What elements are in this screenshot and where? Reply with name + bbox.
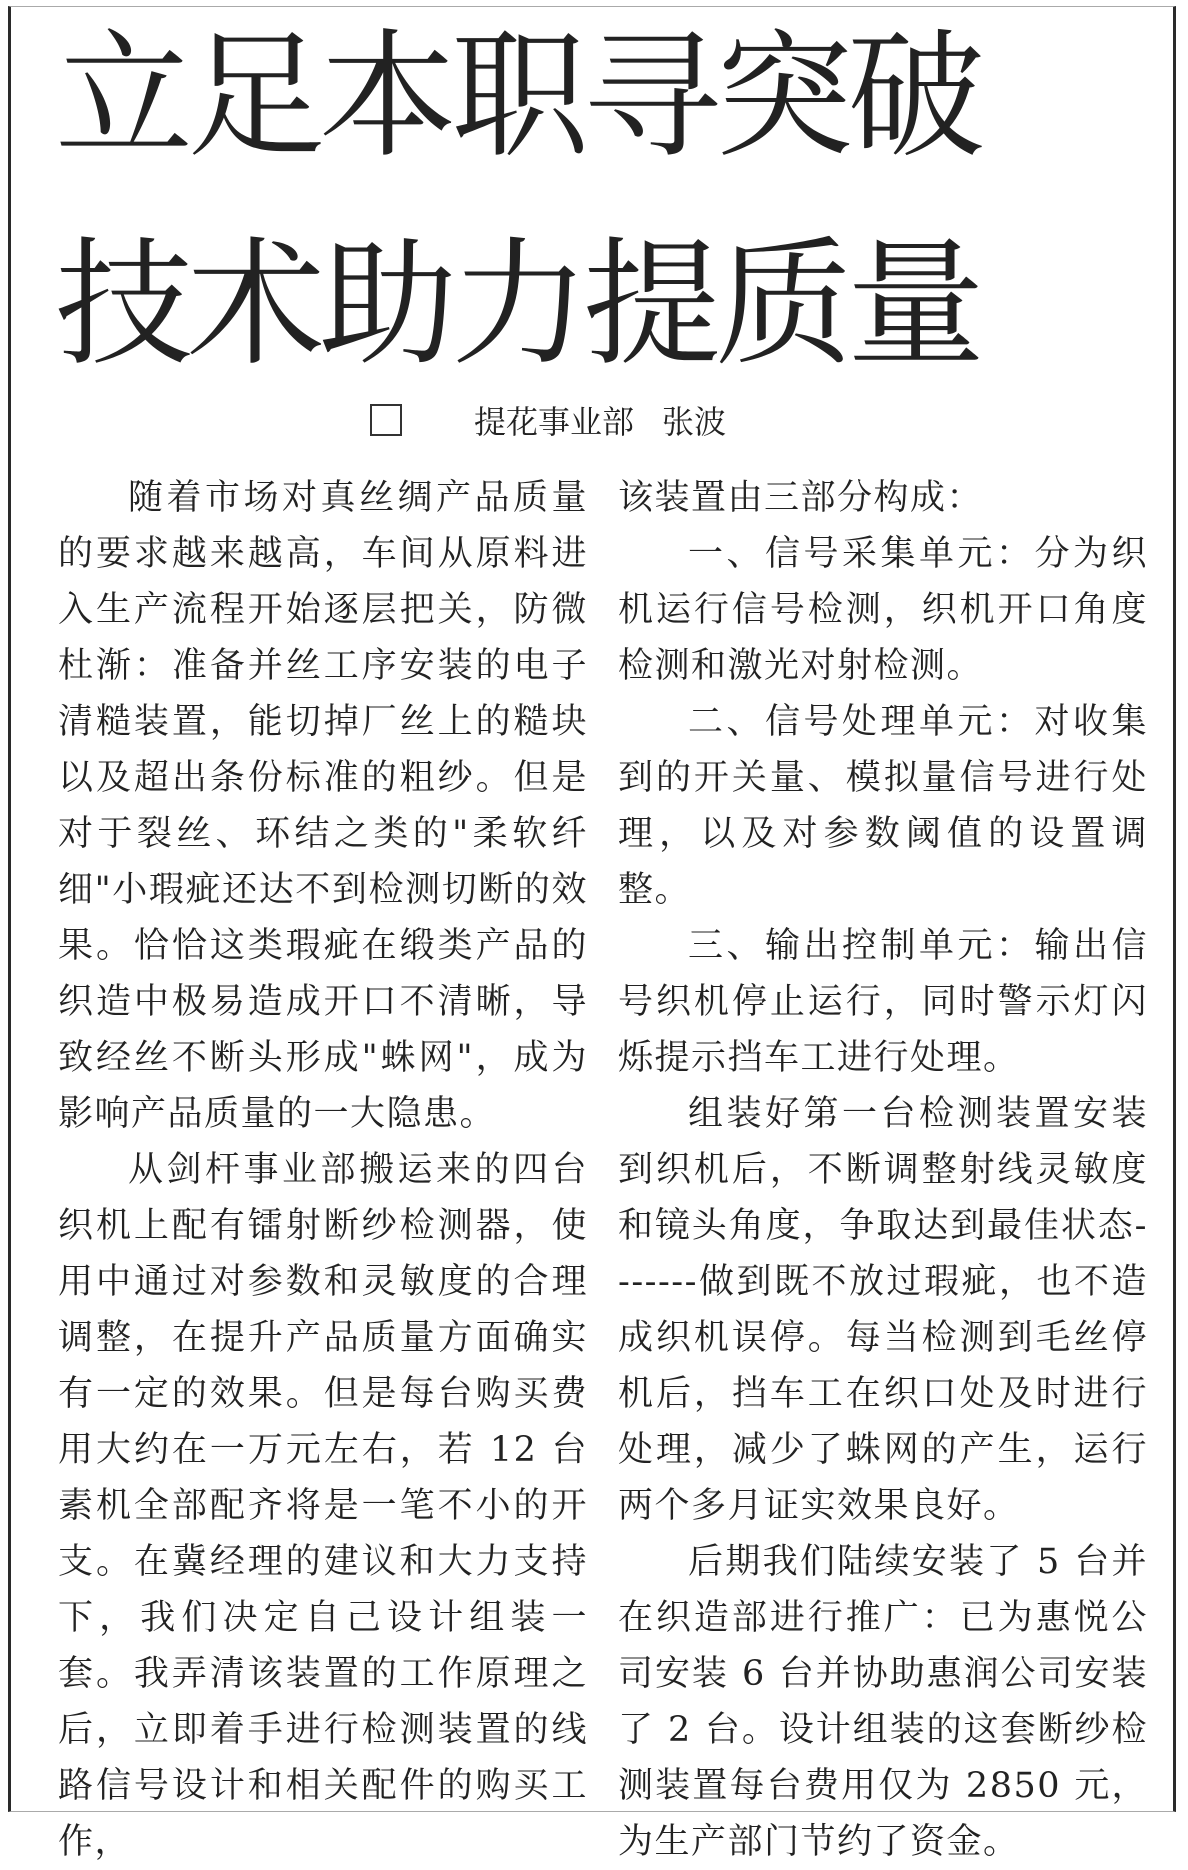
paragraph: 该装置由三部分构成：	[618, 478, 984, 518]
paragraph: 二、信号处理单元：对收集到的开关量、模拟量信号进行处理，以及对参数阈值的设置调整。	[618, 702, 1148, 910]
paragraph: 三、输出控制单元：输出信号织机停止运行，同时警示灯闪烁提示挡车工进行处理。	[618, 926, 1148, 1078]
article-column-left	[58, 470, 588, 1870]
byline	[370, 398, 726, 442]
paragraph: 从剑杆事业部搬运来的四台织机上配有镭射断纱检测器，使用中通过对参数和灵敏度的合理调整，在提升产品质量方面确实有一定的效果。但是每台购买费用大约在一万元左右，若 12 台素机全部配齐将是一笔不小的开支。在冀经理的建议和大力支持下，我们决定自己设计组装一套。我弄清该装置的工作原理之后，立即着手进行检测装置的线路信号设计和相关配件的购买工作，	[58, 1150, 588, 1862]
byline-box-icon	[370, 404, 402, 436]
byline-department: 提花事业部	[474, 403, 635, 441]
headline-line-1: 立足本职寻突破	[55, 16, 980, 177]
paragraph: 后期我们陆续安装了 5 台并在织造部进行推广：已为惠悦公司安装 6 台并协助惠润公司安装了 2 台。设计组装的这套断纱检测装置每台费用仅为 2850 元，为生产部门节约了资金。	[618, 1542, 1148, 1862]
paragraph: 一、信号采集单元：分为织机运行信号检测，织机开口角度检测和激光对射检测。	[618, 534, 1148, 686]
headline-line-2: 技术助力提质量	[55, 224, 980, 385]
article-column-right	[618, 470, 1148, 1870]
paragraph: 随着市场对真丝绸产品质量的要求越来越高，车间从原料进入生产流程开始逐层把关，防微杜渐：准备并丝工序安装的电子清糙装置，能切掉厂丝上的糙块以及超出条份标准的粗纱。但是对于裂丝、环结之类的"柔软纤细"小瑕疵还达不到检测切断的效果。恰恰这类瑕疵在缎类产品的织造中极易造成开口不清晰，导致经丝不断头形成"蛛网"，成为影响产品质量的一大隐患。	[58, 478, 588, 1134]
paragraph: 组装好第一台检测装置安装到织机后，不断调整射线灵敏度和镜头角度，争取达到最佳状态-------做到既不放过瑕疵，也不造成织机误停。每当检测到毛丝停机后，挡车工在织口处及时进行处理，减少了蛛网的产生，运行两个多月证实效果良好。	[618, 1094, 1148, 1526]
byline-author: 张波	[662, 403, 727, 441]
